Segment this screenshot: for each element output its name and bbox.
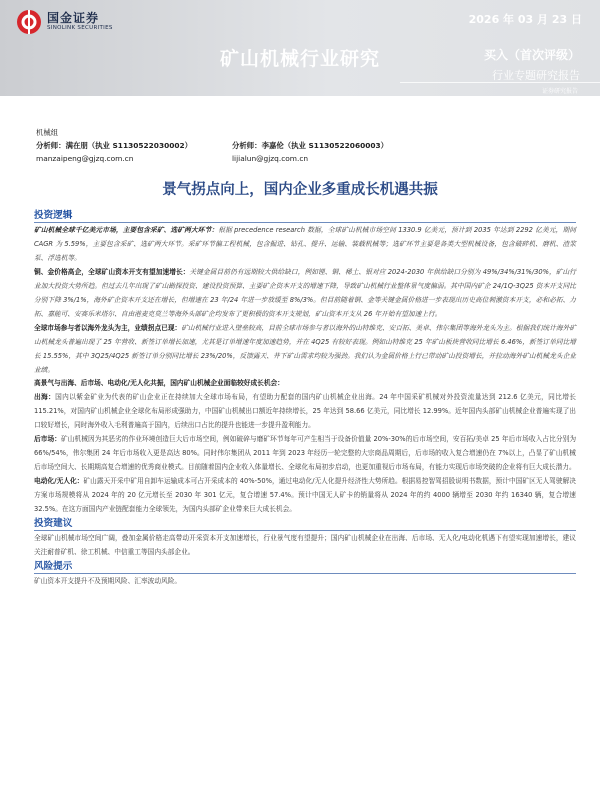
report-type: 行业专题研究报告 xyxy=(492,69,580,82)
paragraph-aftermarket: 后市场：矿山机械因为其恶劣的作业环境创造巨大后市场空间，例如破碎与磨矿环节每年可产生相当于设备价值量 20%-30%的后市场空间，安百拓/美卓 25 年后市场收入占比分别为 66%/54%，伟尔集团 24 年后市场收入更是高达 80%。同时伟尔集团从 2011 年到 2023 年经历一轮完整的大宗商品周期后，后市场的收入复合增速仍在 7%以上，凸显了矿山机械后市场空间大、长期期高复合增速的优秀商业模式。目前随着国内企业收入体量增长、全球化布局初步启动，也更加重视后市场布局，有能力实现后市场突破的企业将有巨大成长潜力。 xyxy=(34,435,577,472)
section-divider xyxy=(34,530,576,531)
paragraph-competition: 全球市场参与者以海外龙头为主，业绩拐点已现：矿山机械行业进入壁垒较高，目前全球市场参与者以海外的山特维克、安百拓、美卓、伟尔集团等海外龙头为主。根据我们统计海外矿山机械龙头普遍出现了 25 年营收、新签订单增长加速，尤其是订单增速年度加速趋势，并在 4Q25 有较好表现。例如山特维克 25 年矿山板块营收同比增长 6.46%，新签订单同比增长 15.55%，其中 3Q25/4Q25 新签订单分别同比增长 23%/20%，反馈露天、井下矿山需求均较为强劲。我们认为金属价格上行已带动矿山投资增长，并拉动海外矿山机械龙头企业业绩。 xyxy=(34,323,577,374)
logo-name-en: SINOLINK SECURITIES xyxy=(47,25,113,31)
paragraph-advice: 全球矿山机械市场空间广阔，叠加金属价格走高带动开采资本开支加速增长，行业景气度有望提升；国内矿山机械企业在出海、后市场、无人化/电动化机遇下有望实现加速增长，建议关注耐普矿机、徐工机械、中信重工等国内头部企业。 xyxy=(34,534,576,556)
header-divider xyxy=(400,82,600,83)
analyst-2: 分析师：李嘉伦（执业 S1130522060003） xyxy=(232,141,389,150)
report-header xyxy=(0,0,600,96)
paragraph-market: 矿山机械全球千亿美元市场，主要包含采矿、选矿两大环节：根据 precedence research 数据，全球矿山机械市场空间 1330.9 亿美元，预计到 2035 年达到 2292 亿美元，期间 CAGR 为 5.59%，主要包含采矿、选矿两大环节。采矿环节偏工程机械，包含掘进、钻孔、提升、运输、装载机械等；选矿环节主要是各类大型机械设备，包含破碎机、磨机、渣浆泵、浮选机等。 xyxy=(34,226,576,262)
department-label: 证券研究报告 xyxy=(541,88,578,95)
paragraph-electrification: 电动化/无人化：矿山露天开采中矿用自卸车运输成本可占开采成本的 40%-50%，通过电动化/无人化提升经济性大势所趋。根据易控智驾招股说明书数据，预计中国矿区无人驾驶解决方案市场规模将从 2024 年的 20 亿元增长至 2030 年 301 亿元，复合增速 57.4%。预计中国无人矿卡的销量将从 2024 年的约 4000 辆增至 2030 年约 16340 辆，复合增速 32.5%。在这方面国内产业链配套能力全球领先，为国内头部矿企业带来巨大成长机会。 xyxy=(34,477,576,514)
rating-label: 买入（首次评级） xyxy=(483,48,580,62)
company-logo xyxy=(16,9,113,35)
section-heading-logic: 投资逻辑 xyxy=(34,210,73,221)
paragraph-growth-heading: 高景气与出海、后市场、电动化/无人化共振，国内矿山机械企业面临较好成长机会： xyxy=(34,379,284,388)
section-divider xyxy=(34,573,576,574)
document-title: 景气拐点向上，国内企业多重成长机遇共振 xyxy=(162,182,438,198)
report-body xyxy=(34,209,576,589)
analyst-1: 分析师：满在朋（执业 S1130522030002） xyxy=(36,141,193,150)
paragraph-overseas: 出海：国内以紫金矿业为代表的矿山企业正在持续加大全球市场布局，有望助力配套的国内矿山机械企业出海。24 年中国采矿机械对外投资流量达到 212.6 亿美元，同比增长 115.21%，对国内矿山机械企业全球化布局形成强助力，中国矿山机械出口额近年持续增长，25 年达到 58.66 亿美元，同比增长 12.99%。近年国内头部矿山机械企业普遍实现了出口较好增长，同时海外收入毛利普遍高于国内，后续出口占比的提升也能进一步提升盈利能力。 xyxy=(34,393,576,430)
report-title: 矿山机械行业研究 xyxy=(219,48,380,70)
logo-name-cn: 国金证券 xyxy=(47,11,100,25)
report-date: 2026 年 03 月 23 日 xyxy=(468,13,582,26)
paragraph-capex: 铜、金价格高企，全球矿山资本开支有望加速增长：关键金属目前仍有远期较大供给缺口，例如锂、铜、稀土、银对应 2024-2030 年供给缺口分别为 49%/34%/31%/30%，矿山行业加大投资大势所趋。但过去几年出现了矿山勘探投资、建设投资预算、主要矿企资本开支的增速下降，导致矿山机械行业整体景气度偏弱。其中国内矿企 24/1Q-3Q25 资本开支同比分别下降 3%/1%，海外矿企资本开支还在增长，但增速在 23 年/24 年进一步放缓至 8%/3%。但目前随着铜、金等关键金属价格进一步表现出历史高位刺激资本开支，必和必拓、力拓、嘉能可、安赛乐米塔尔、自由港麦克莫兰等海外头部矿企均发布了更积极的资本开支规划，矿山资本开支从 26 年开始有望加速上行。 xyxy=(34,267,576,318)
analyst-group: 机械组 xyxy=(36,128,59,137)
logo-icon xyxy=(16,9,42,35)
section-heading-advice: 投资建议 xyxy=(34,518,73,530)
analyst-block xyxy=(36,126,576,165)
analyst-1-email[interactable]: manzaipeng@gjzq.com.cn xyxy=(36,154,134,163)
paragraph-risk: 矿山资本开支提升不及预期风险、汇率波动风险。 xyxy=(34,576,182,585)
section-divider xyxy=(34,222,576,223)
analyst-2-email[interactable]: lijialun@gjzq.com.cn xyxy=(232,154,309,163)
section-heading-risk: 风险提示 xyxy=(34,560,73,572)
